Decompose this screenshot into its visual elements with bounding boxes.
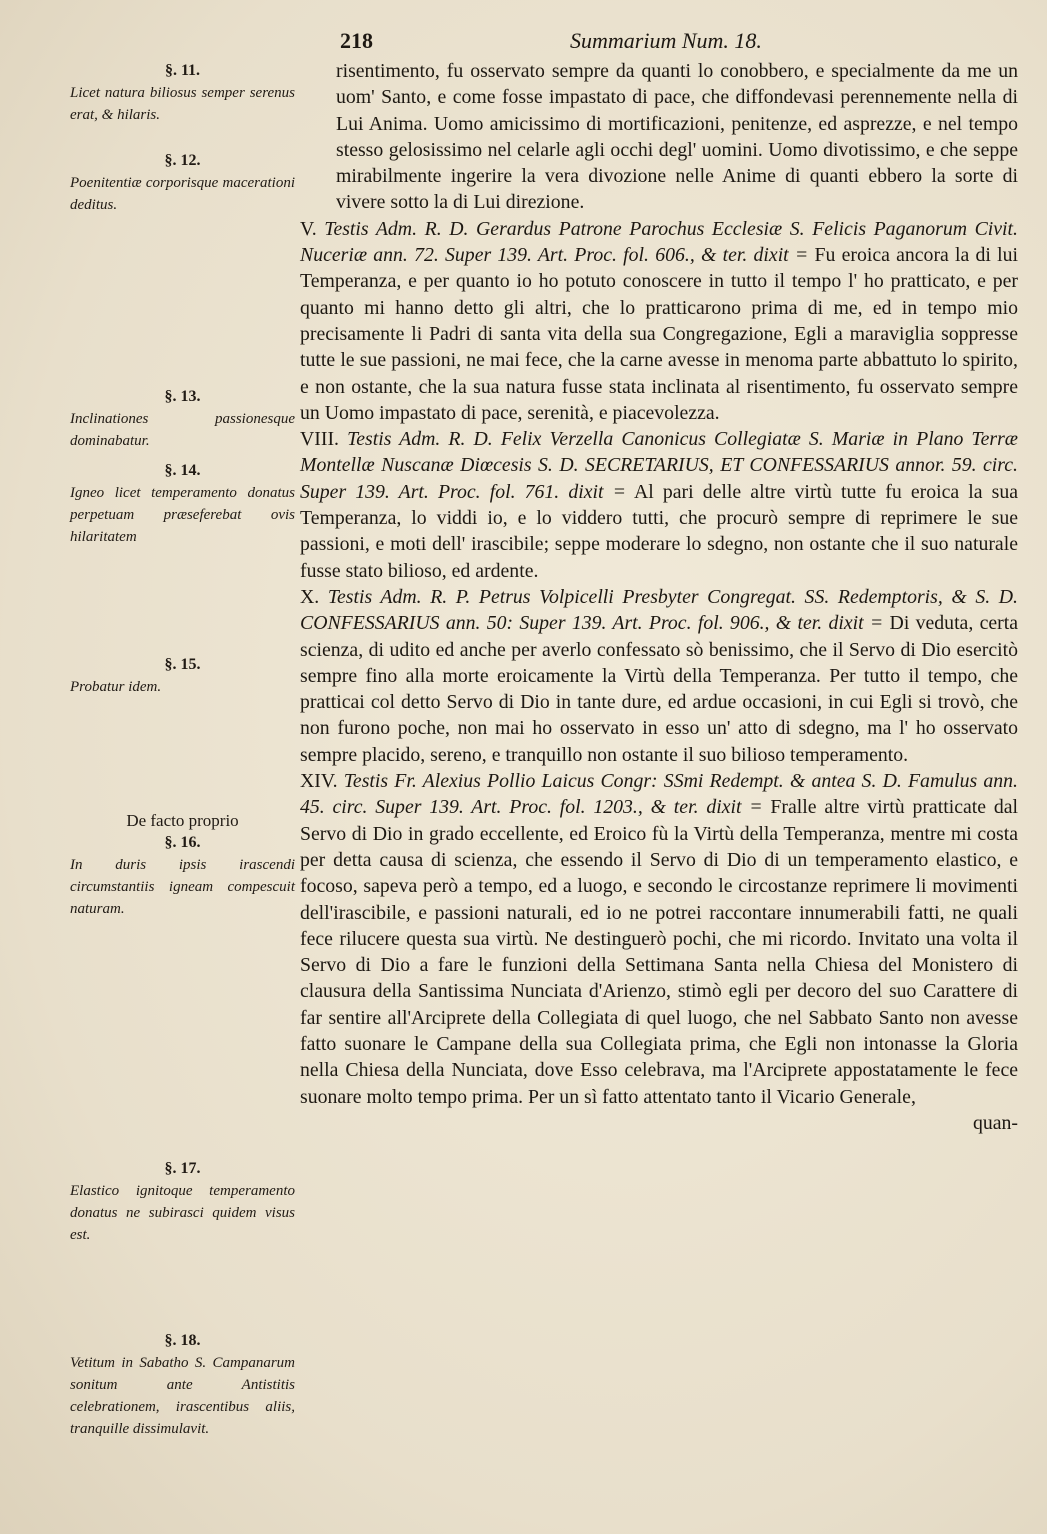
margin-section-number: §. 14. <box>164 462 201 479</box>
margin-section-number: §. 16. <box>164 834 201 851</box>
witness-heading: Testis Adm. R. P. Petrus Volpicelli Presbyter Congregat. SS. Redemptoris, & S. D. CONFESSARIUS ann. 50: Super 139. Art. Proc. fol. 906., & ter. dixit = <box>300 585 1018 635</box>
testimony-text: Fralle altre virtù pratticate dal Servo di Dio in grado eccellente, ed Eroico fù la Virtù della Temperanza, mentre mi costa per detta causa di scienza, che essendo il Servo di Dio di un temperamento elastico, e focoso, sapeva però a tempo, ed a luogo, e secondo le circostanze reprimere li movimenti dell'irascibile, e passioni naturali, ed io ne potrei raccontare innumerabili fatti, ne quali fece rilucere questa sua virtù. Ne destinguerò pochi, che mi ricordo. Invitato una volta il Servo di Dio a fare le funzioni della Settimana Santa nella Chiesa del Monistero di clausura della Santissima Nunciata d'Arienzo, stimò egli per decoro del suo Carattere di far sentire all'Arciprete della Collegiata di quel luogo, che nel Sabbato Santo non avesse fatto suonare le Campane della sua Collegiata prima, che Egli non intonasse la Gloria nella Chiesa della Nunciata, dove Esso celebrava, ma l'Arciprete appostatamente le fece suonare molto tempo prima. Per un sì fatto attentato tanto il Vicario Generale, <box>300 796 1018 1108</box>
main-text <box>300 58 1018 1136</box>
margin-note-11 <box>70 60 295 126</box>
paragraph-continuation: risentimento, fu osservato sempre da quanti lo conobbero, e specialmente da me un uom' Santo, e come fosse impastato di pace, che diffondevasi perennemente nella di Lui Anima. Uomo amicissimo di mortificazioni, penitenze, ed asprezze, e nel tempo stesso gelosissimo nel celarle agli occhi degl' uomini. Uomo divotissimo, e che seppe mirabilmente ingerire la vera divozione nelle Anime di quanti ebbero la sorte di vivere sotto la di Lui direzione. <box>336 60 1018 214</box>
margin-section-number: §. 17. <box>164 1160 201 1177</box>
margin-section-number: §. 12. <box>164 152 201 169</box>
margin-section-number: §. 18. <box>164 1332 201 1349</box>
margin-note-17 <box>70 1158 295 1246</box>
witness-number: XIV. <box>300 770 338 793</box>
page-number: 218 <box>340 28 373 53</box>
testimony-text: Al pari delle altre virtù tutte fu eroica la sua Temperanza, lo viddi io, e lo viddero tutti, che procurò sempre di reprimere le sue passioni, e moti dell' irascibile; seppe moderare lo sdegno, non ostante che il suo naturale fusse stato bilioso, ed ardente. <box>300 480 1019 582</box>
page-header <box>340 28 1020 56</box>
witness-number: X. <box>300 585 320 608</box>
witness-heading: Testis Adm. R. D. Felix Verzella Canonicus Collegiatæ S. Mariæ in Plano Terræ Montellæ Nuscanæ Diœcesis S. D. SECRETARIUS, ET CONFESSARIUS annor. 59. circ. Super 139. Art. Proc. fol. 761. dixit = <box>300 428 1018 503</box>
margin-note-18 <box>70 1330 295 1440</box>
margin-note-text: Inclinationes passionesque dominabatur. <box>70 411 295 449</box>
margin-note-16 <box>70 810 295 920</box>
margin-section-number: §. 15. <box>164 656 201 673</box>
margin-note-text: Elastico ignitoque temperamento donatus ne subirasci quidem visus est. <box>70 1183 295 1243</box>
margin-note-15 <box>70 654 295 698</box>
catchword: quan- <box>972 1111 1018 1134</box>
testimony-v <box>300 216 1018 426</box>
margin-section-number: §. 13. <box>164 388 201 405</box>
margin-note-12 <box>70 150 295 216</box>
margin-section-number: §. 11. <box>164 62 201 79</box>
margin-note-text: In duris ipsis irascendi circumstantiis igneam compescuit naturam. <box>70 857 295 917</box>
witness-heading: Testis Adm. R. D. Gerardus Patrone Parochus Ecclesiæ S. Felicis Paganorum Civit. Nuceriæ ann. 72. Super 139. Art. Proc. fol. 606., & ter. dixit = <box>300 217 1018 267</box>
witness-number: VIII. <box>300 428 339 451</box>
witness-heading: Testis Fr. Alexius Pollio Laicus Congr: SSmi Redempt. & antea S. D. Famulus ann. 45. circ. Super 139. Art. Proc. fol. 1203., & ter. dixit = <box>300 770 1019 819</box>
testimony-xiv <box>300 768 1018 1110</box>
testimony-viii <box>300 426 1018 584</box>
margin-note-14 <box>70 460 295 548</box>
margin-note-text: Igneo licet temperamento donatus perpetuam præseferebat ovis hilaritatem <box>70 485 295 545</box>
margin-note-text: Poenitentiæ corporisque macerationi deditus. <box>70 175 295 213</box>
running-title: Summarium Num. 18. <box>570 28 762 53</box>
margin-note-text: Vetitum in Sabatho S. Campanarum sonitum ante Antistitis celebrationem, irascentibus aliis, tranquille dissimulavit. <box>70 1355 295 1437</box>
margin-note-text: Licet natura biliosus semper serenus erat, & hilaris. <box>70 85 295 123</box>
testimony-x <box>300 584 1018 768</box>
margin-note-13 <box>70 386 295 452</box>
testimony-text: Di veduta, certa scienza, di udito ed anche per averlo confessato sò benissimo, che il Servo di Dio esercitò sempre fino alla morte eroicamente la Virtù della Temperanza. Per tutto il tempo, che pratticai col detto Servo di Dio in tante dure, ed ardue occasioni, in cui Egli si trovò, che non furono poche, non mai ho osservato in esso un' atto di sdegno, ma l' ho osservato sempre placido, sereno, e tranquillo non ostante il suo bilioso temperamento. <box>300 612 1018 766</box>
testimony-text: Fu eroica ancora la di lui Temperanza, e per quanto io ho potuto conoscere in tutto il tempo l' ho pratticato, e per quanto mi hanno detto gli altri, che lo pratticarono prima di me, ed in tempo mio precisamente li Padri di santa vita della sua Congregazione, Egli a maraviglia soppresse tutte le sue passioni, ne mai fece, che la carne avesse in menoma parte abbattuto lo spirito, e non ostante, che la sua natura fusse stata inclinata al risentimento, fu osservato sempre un Uomo impastato di pace, serenità, e piacevolezza. <box>300 244 1018 424</box>
margin-note-text: Probatur idem. <box>70 679 162 695</box>
margin-note-label: De facto proprio <box>126 811 239 830</box>
witness-number: V. <box>300 217 317 240</box>
